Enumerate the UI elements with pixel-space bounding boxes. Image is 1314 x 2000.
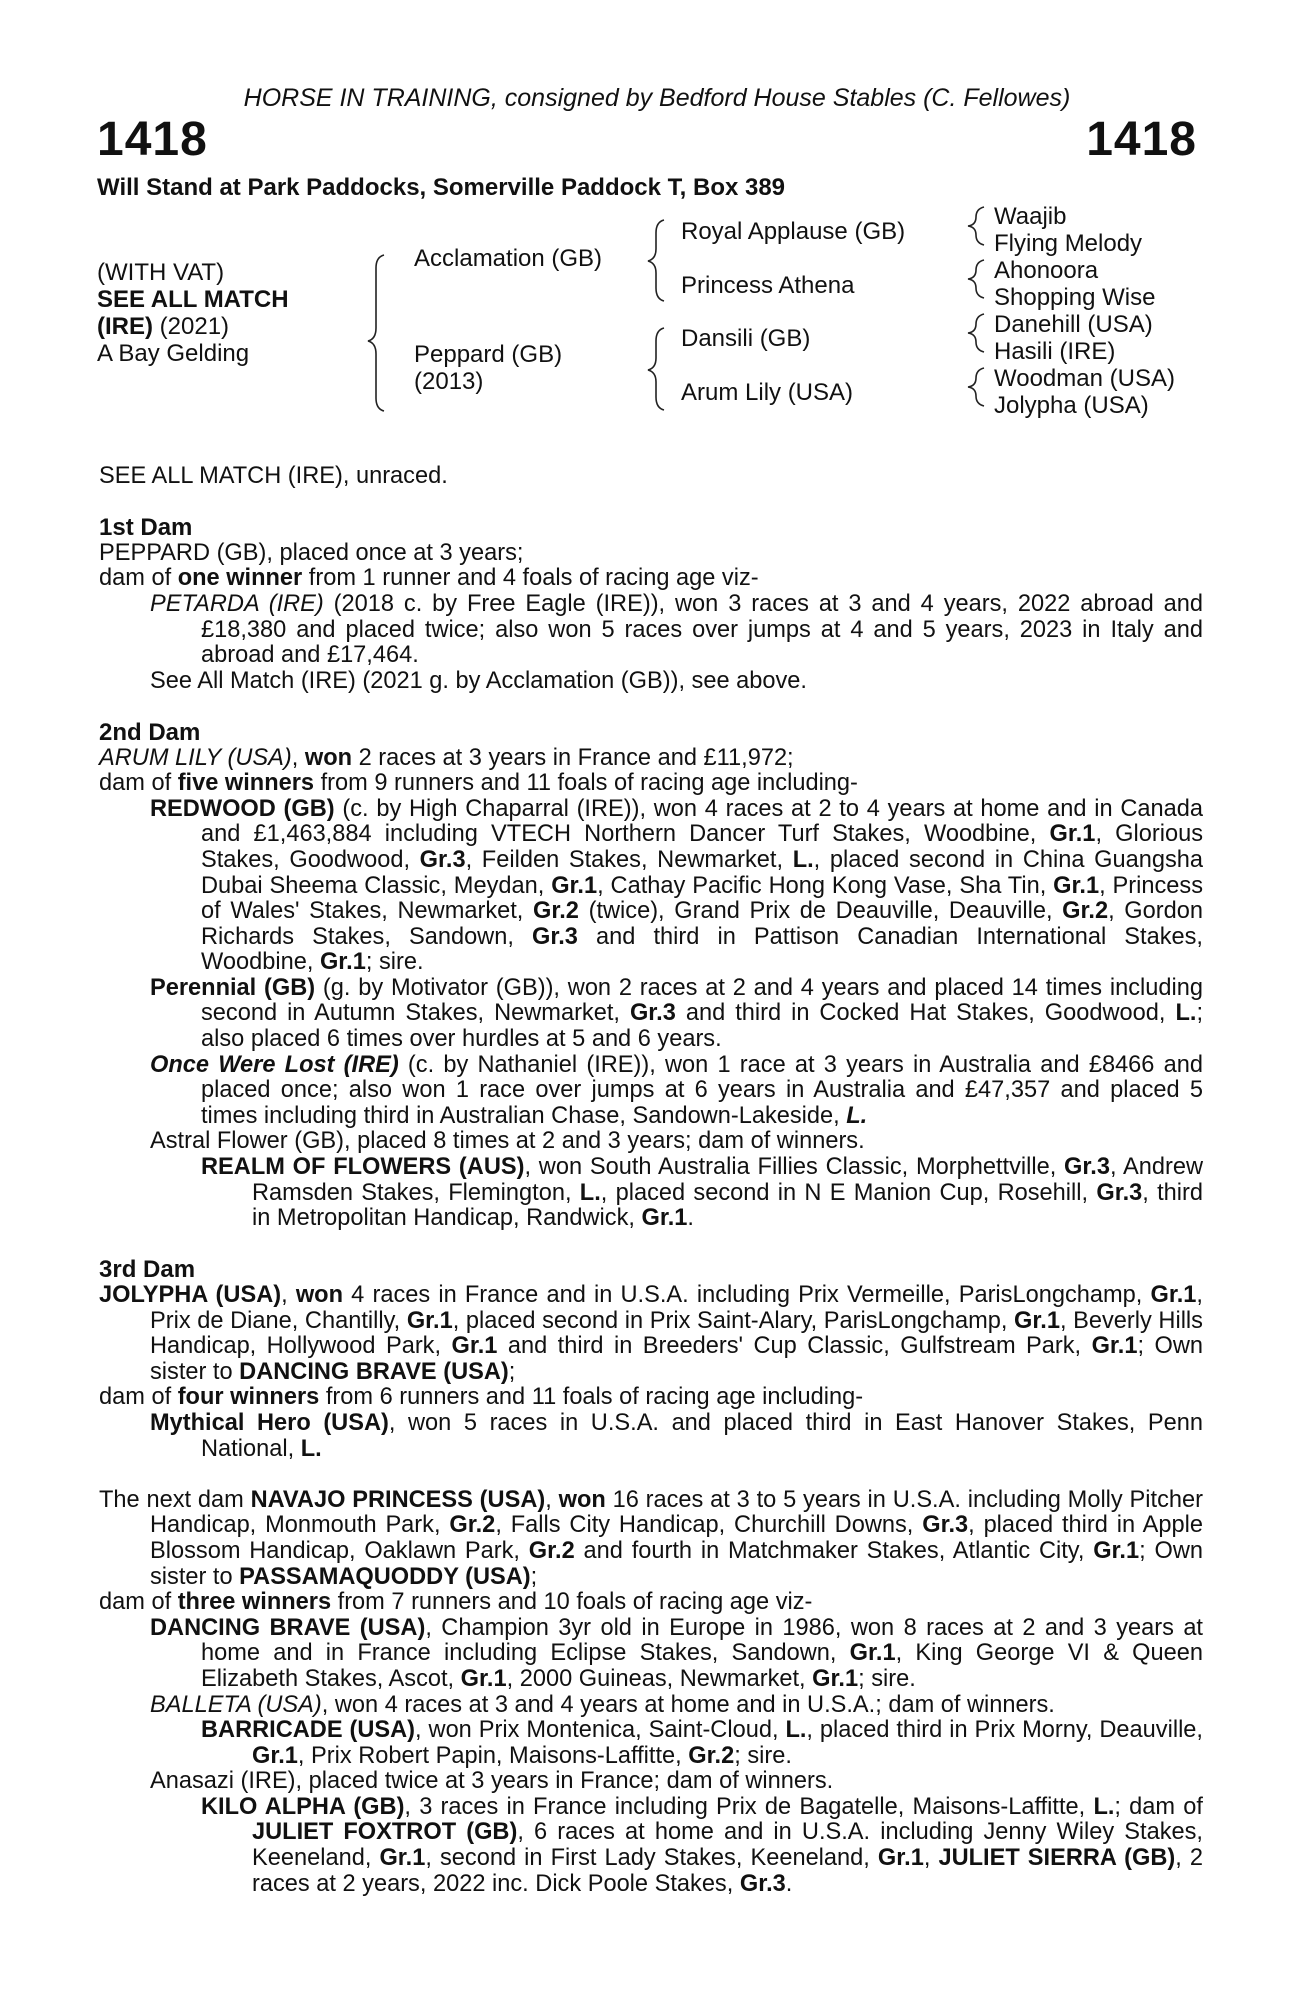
horse-name: SEE ALL MATCH [97, 286, 289, 313]
produce-once-were-lost: Once Were Lost (IRE) (c. by Nathaniel (IRE)), won 1 race at 3 years in Australia and £8466 and placed once; also won 1 race over jumps at 6 years in Australia and £47,357 and placed 5 times including third in Australian Chase, Sandown-Lakeside, L. [150, 1051, 1203, 1129]
pedigree-sire: Acclamation (GB) [414, 245, 603, 272]
catalogue-body [99, 464, 1203, 1897]
produce-kilo-alpha: KILO ALPHA (GB), 3 races in France including Prix de Bagatelle, Maisons-Laffitte, L.; dam of JULIET FOXTROT (GB), 6 races at home and in U.S.A. including Jenny Wiley Stakes, Keeneland, Gr.1, second in First Lady Stakes, Keeneland, Gr.1, JULIET SIERRA (GB), 2 races at 2 years, 2022 inc. Dick Poole Stakes, Gr.3. [201, 1793, 1203, 1897]
pedigree-dss: Danehill (USA) [994, 311, 1153, 338]
pedigree-sdd: Shopping Wise [994, 284, 1156, 311]
next-dam-entry: The next dam NAVAJO PRINCESS (USA), won 16 races at 3 to 5 years in U.S.A. including Molly Pitcher Handicap, Monmouth Park, Gr.2, Falls City Handicap, Churchill Downs, Gr.3, placed third in Apple Blossom Handicap, Oaklawn Park, Gr.2 and fourth in Matchmaker Stakes, Atlantic City, Gr.1; Own sister to PASSAMAQUODDY (USA); [99, 1486, 1203, 1590]
stand-location: Will Stand at Park Paddocks, Somerville Paddock T, Box 389 [97, 174, 786, 201]
pedigree-ddd: Jolypha (USA) [994, 392, 1149, 419]
next-dam-produce: dam of three winners from 7 runners and 10 foals of racing age viz- [99, 1589, 813, 1616]
third-dam-heading: 3rd Dam [99, 1256, 196, 1284]
pedigree-dam-sire: Dansili (GB) [681, 325, 811, 352]
produce-mythical-hero: Mythical Hero (USA), won 5 races in U.S.A. and placed third in East Hanover Stakes, Penn National, L. [150, 1409, 1203, 1462]
pedigree-sire-sire: Royal Applause (GB) [681, 218, 906, 245]
lot-number-right: 1418 [1086, 113, 1197, 166]
second-dam-heading: 2nd Dam [99, 718, 201, 746]
horse-country: (IRE) [97, 313, 153, 340]
lot-number-left: 1418 [97, 113, 208, 166]
horse-year: (2021) [153, 313, 230, 340]
pedigree-dsd: Hasili (IRE) [994, 338, 1116, 365]
second-dam-entry: ARUM LILY (USA), won 2 races at 3 years in France and £11,972; [99, 744, 794, 771]
consignment-line: HORSE IN TRAINING, consigned by Bedford House Stables (C. Fellowes) [243, 84, 1071, 112]
pedigree-dam-dam: Arum Lily (USA) [681, 379, 854, 406]
first-dam-entry: PEPPARD (GB), placed once at 3 years; [99, 539, 524, 566]
pedigree-dam: Peppard (GB) [414, 341, 563, 368]
pedigree-ssd: Flying Melody [994, 230, 1143, 257]
produce-astral-flower: Astral Flower (GB), placed 8 times at 2 and 3 years; dam of winners. [150, 1128, 865, 1155]
pedigree-dam-year: (2013) [414, 368, 484, 395]
pedigree-sire-dam: Princess Athena [681, 272, 855, 299]
pedigree-sss: Waajib [994, 203, 1067, 230]
unraced-note: SEE ALL MATCH (IRE), unraced. [99, 463, 448, 489]
produce-anasazi: Anasazi (IRE), placed twice at 3 years in France; dam of winners. [150, 1768, 834, 1795]
third-dam-produce: dam of four winners from 6 runners and 11 foals of racing age including- [99, 1384, 864, 1411]
produce-balleta: BALLETA (USA), won 4 races at 3 and 4 years at home and in U.S.A.; dam of winners. [150, 1691, 1055, 1718]
produce-realm-of-flowers: REALM OF FLOWERS (AUS), won South Australia Fillies Classic, Morphettville, Gr.3, Andrew Ramsden Stakes, Flemington, L., placed second in N E Manion Cup, Rosehill, Gr.3, third in Metropolitan Handicap, Randwick, Gr.1. [201, 1154, 1204, 1232]
first-dam-heading: 1st Dam [99, 514, 193, 542]
produce-see-all-match: See All Match (IRE) (2021 g. by Acclamation (GB)), see above. [150, 667, 807, 694]
produce-barricade: BARRICADE (USA), won Prix Montenica, Saint-Cloud, L., placed third in Prix Morny, Deauville, Gr.1, Prix Robert Papin, Maisons-Laffitte, Gr.2; sire. [201, 1717, 1203, 1769]
vat-note: (WITH VAT) [97, 259, 225, 286]
first-dam-produce: dam of one winner from 1 runner and 4 foals of racing age viz- [99, 565, 759, 592]
third-dam-entry: JOLYPHA (USA), won 4 races in France and in U.S.A. including Prix Vermeille, ParisLongchamp, Gr.1, Prix de Diane, Chantilly, Gr.1, placed second in Prix Saint-Alary, ParisLongchamp, Gr.1, Beverly Hills Handicap, Hollywood Park, Gr.1 and third in Breeders' Cup Classic, Gulfstream Park, Gr.1; Own sister to DANCING BRAVE (USA); [99, 1282, 1203, 1385]
produce-perennial: Perennial (GB) (g. by Motivator (GB)), won 2 races at 2 and 4 years and placed 14 times including second in Autumn Stakes, Newmarket, Gr.3 and third in Cocked Hat Stakes, Goodwood, L.; also placed 6 times over hurdles at 5 and 6 years. [150, 974, 1203, 1053]
horse-sex: A Bay Gelding [97, 340, 250, 367]
second-dam-produce: dam of five winners from 9 runners and 11 foals of racing age including- [99, 770, 858, 797]
produce-petarda: PETARDA (IRE) (2018 c. by Free Eagle (IRE)), won 3 races at 3 and 4 years, 2022 abroad and £18,380 and placed twice; also won 5 races over jumps at 4 and 5 years, 2023 in Italy and abroad and £17,464. [150, 590, 1203, 669]
produce-redwood: REDWOOD (GB) (c. by High Chaparral (IRE)), won 4 races at 2 to 4 years at home and in Canada and £1,463,884 including VTECH Northern Dancer Turf Stakes, Woodbine, Gr.1, Glorious Stakes, Goodwood, Gr.3, Feilden Stakes, Newmarket, L., placed second in China Guangsha Dubai Sheema Classic, Meydan, Gr.1, Cathay Pacific Hong Kong Vase, Sha Tin, Gr.1, Princess of Wales' Stakes, Newmarket, Gr.2 (twice), Grand Prix de Deauville, Deauville, Gr.2, Gordon Richards Stakes, Sandown, Gr.3 and third in Pattison Canadian International Stakes, Woodbine, Gr.1; sire. [150, 795, 1204, 976]
produce-dancing-brave: DANCING BRAVE (USA), Champion 3yr old in Europe in 1986, won 8 races at 2 and 3 years at home and in France including Eclipse Stakes, Sandown, Gr.1, King George VI & Queen Elizabeth Stakes, Ascot, Gr.1, 2000 Guineas, Newmarket, Gr.1; sire. [150, 1614, 1203, 1692]
pedigree-sds: Ahonoora [994, 257, 1099, 284]
pedigree-dds: Woodman (USA) [994, 365, 1175, 392]
